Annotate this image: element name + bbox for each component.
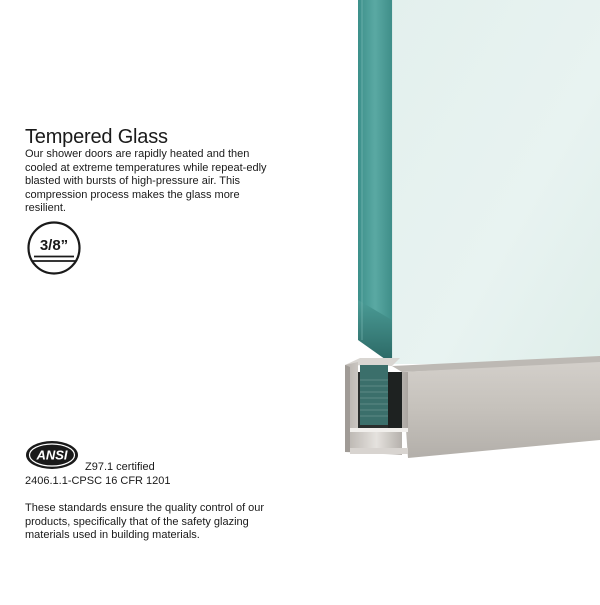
feature-description: Our shower doors are rapidly heated and then cooled at extreme temperatures while repeat-edly blasted with bursts of high-pressure air. This compression process makes the glass more resilient. <box>25 148 267 215</box>
glass-panel-illustration <box>300 0 600 600</box>
certification-line2: 2406.1.1-CPSC 16 CFR 1201 <box>25 475 171 487</box>
standards-text: These standards ensure the quality control of our products, specifically that of the safety glazing materials used in building materials. <box>25 502 265 542</box>
thickness-label: 3/8” <box>39 237 69 254</box>
feature-title: Tempered Glass <box>25 126 168 148</box>
certification-line1: Z97.1 certified <box>85 461 155 473</box>
svg-text:ANSI: ANSI <box>36 447 68 463</box>
feature-text-block <box>25 126 295 216</box>
glass-thickness-icon <box>27 221 81 275</box>
ansi-logo <box>25 440 79 470</box>
